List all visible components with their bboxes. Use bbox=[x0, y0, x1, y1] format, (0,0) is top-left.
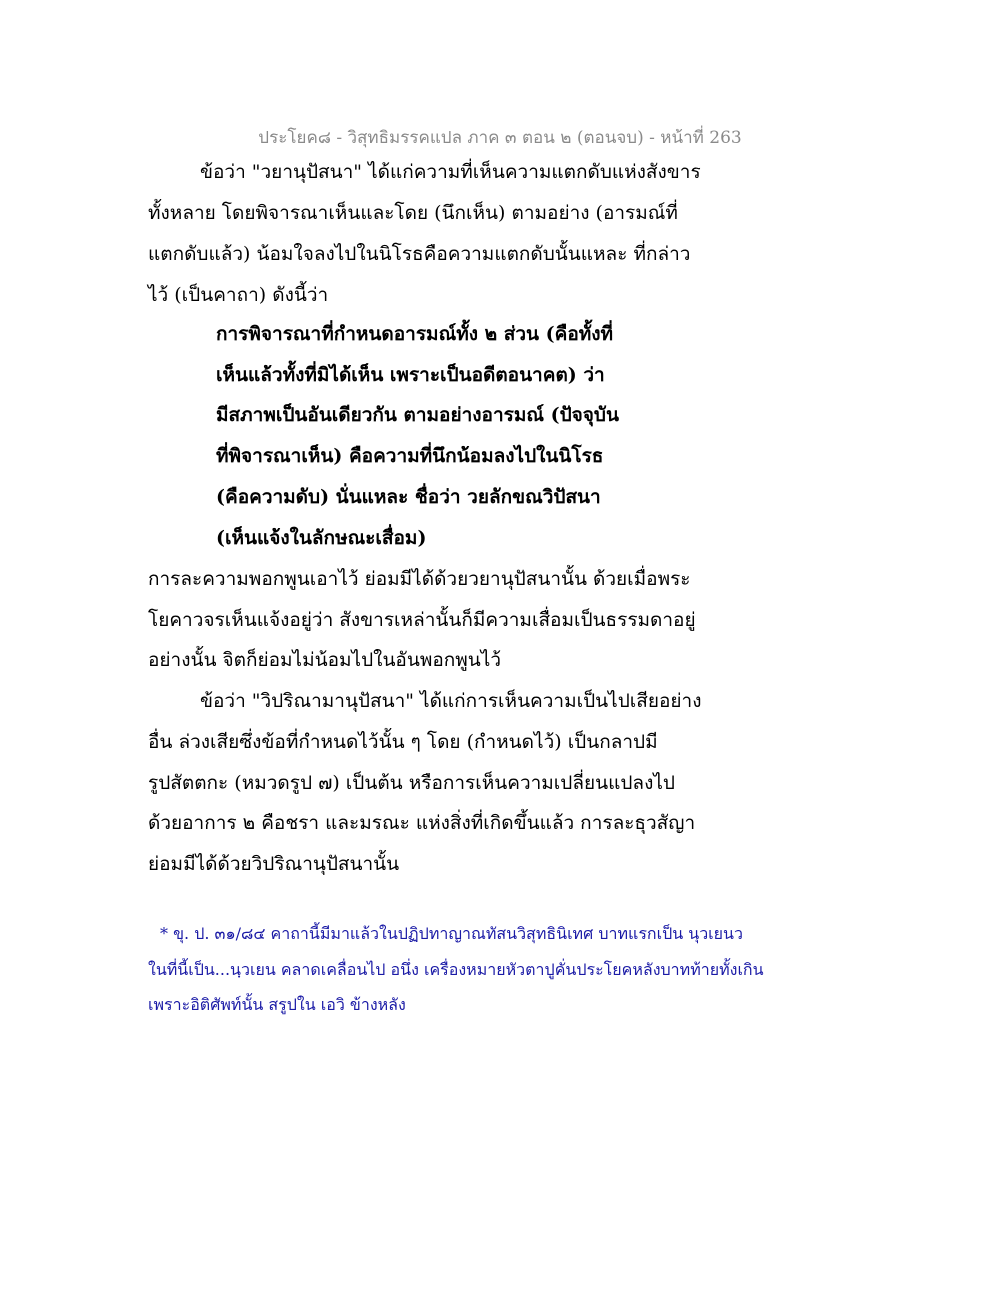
verse-line-4: ที่พิจารณาเห็น) คือความที่นึกน้อมลงไปในนิโรธ bbox=[216, 445, 604, 467]
footnote-line-2: ในที่นี้เป็น...นฺวเยน คลาดเคลื่อนไป อนึ่ง เครื่องหมายหัวตาปูคั่นประโยคหลังบาทท้ายทั้งเกิน bbox=[148, 960, 764, 979]
paragraph-3-line-1: ข้อว่า "วิปริณามานุปัสนา" ได้แก่การเห็นความเป็นไปเสียอย่าง bbox=[200, 690, 702, 712]
paragraph-2-line-3: อย่างนั้น จิตก็ย่อมไม่น้อมไปในอันพอกพูนไว้ bbox=[148, 649, 502, 671]
paragraph-3-line-2: อื่น ล่วงเสียซึ่งข้อที่กำหนดไว้นั้น ๆ โดย (กำหนดไว้) เป็นกลาปมี bbox=[148, 731, 658, 753]
verse-line-3: มีสภาพเป็นอันเดียวกัน ตามอย่างอารมณ์ (ปัจจุบัน bbox=[216, 404, 619, 426]
paragraph-1-line-4: ไว้ (เป็นคาถา) ดังนี้ว่า bbox=[148, 284, 329, 306]
verse-line-5: (คือความดับ) นั่นแหละ ชื่อว่า วยลักขณวิปัสนา bbox=[216, 486, 601, 508]
paragraph-3-line-5: ย่อมมีได้ด้วยวิปริณานุปัสนานั้น bbox=[148, 853, 400, 875]
footnote-line-3: เพราะอิติศัพท์นั้น สรูปใน เอวิ ข้างหลัง bbox=[148, 995, 406, 1014]
paragraph-1-line-2: ทั้งหลาย โดยพิจารณาเห็นและโดย (นึกเห็น) ตามอย่าง (อารมณ์ที่ bbox=[148, 202, 678, 224]
page-header: ประโยค๘ - วิสุทธิมรรคแปล ภาค ๓ ตอน ๒ (ตอนจบ) - หน้าที่ 263 bbox=[258, 128, 742, 148]
verse-line-2: เห็นแล้วทั้งที่มิได้เห็น เพราะเป็นอดีตอนาคต) ว่า bbox=[216, 364, 605, 386]
paragraph-2-line-2: โยคาวจรเห็นแจ้งอยู่ว่า สังขารเหล่านั้นก็มีความเสื่อมเป็นธรรมดาอยู่ bbox=[148, 609, 696, 631]
paragraph-1-line-3: แตกดับแล้ว) น้อมใจลงไปในนิโรธคือความแตกดับนั้นแหละ ที่กล่าว bbox=[148, 243, 691, 265]
paragraph-3-line-3: รูปสัตตกะ (หมวดรูป ๗) เป็นต้น หรือการเห็นความเปลี่ยนแปลงไป bbox=[148, 772, 675, 794]
verse-line-1: การพิจารณาที่กำหนดอารมณ์ทั้ง ๒ ส่วน (คือทั้งที่ bbox=[216, 323, 614, 345]
paragraph-3-line-4: ด้วยอาการ ๒ คือชรา และมรณะ แห่งสิ่งที่เกิดขึ้นแล้ว การละธุวสัญา bbox=[148, 812, 696, 834]
footnote-line-1: * ขุ. ป. ๓๑/๘๔ คาถานี้มีมาแล้วในปฏิปทาญาณทัสนวิสุทธินิเทศ บาทแรกเป็น นุวเยนว bbox=[160, 924, 743, 943]
paragraph-1-line-1: ข้อว่า "วยานุปัสนา" ได้แก่ความที่เห็นความแตกดับแห่งสังขาร bbox=[200, 161, 701, 183]
paragraph-2-line-1: การละความพอกพูนเอาไว้ ย่อมมีได้ด้วยวยานุปัสนานั้น ด้วยเมื่อพระ bbox=[148, 568, 691, 590]
verse-line-6: (เห็นแจ้งในลักษณะเสื่อม) bbox=[216, 527, 427, 549]
